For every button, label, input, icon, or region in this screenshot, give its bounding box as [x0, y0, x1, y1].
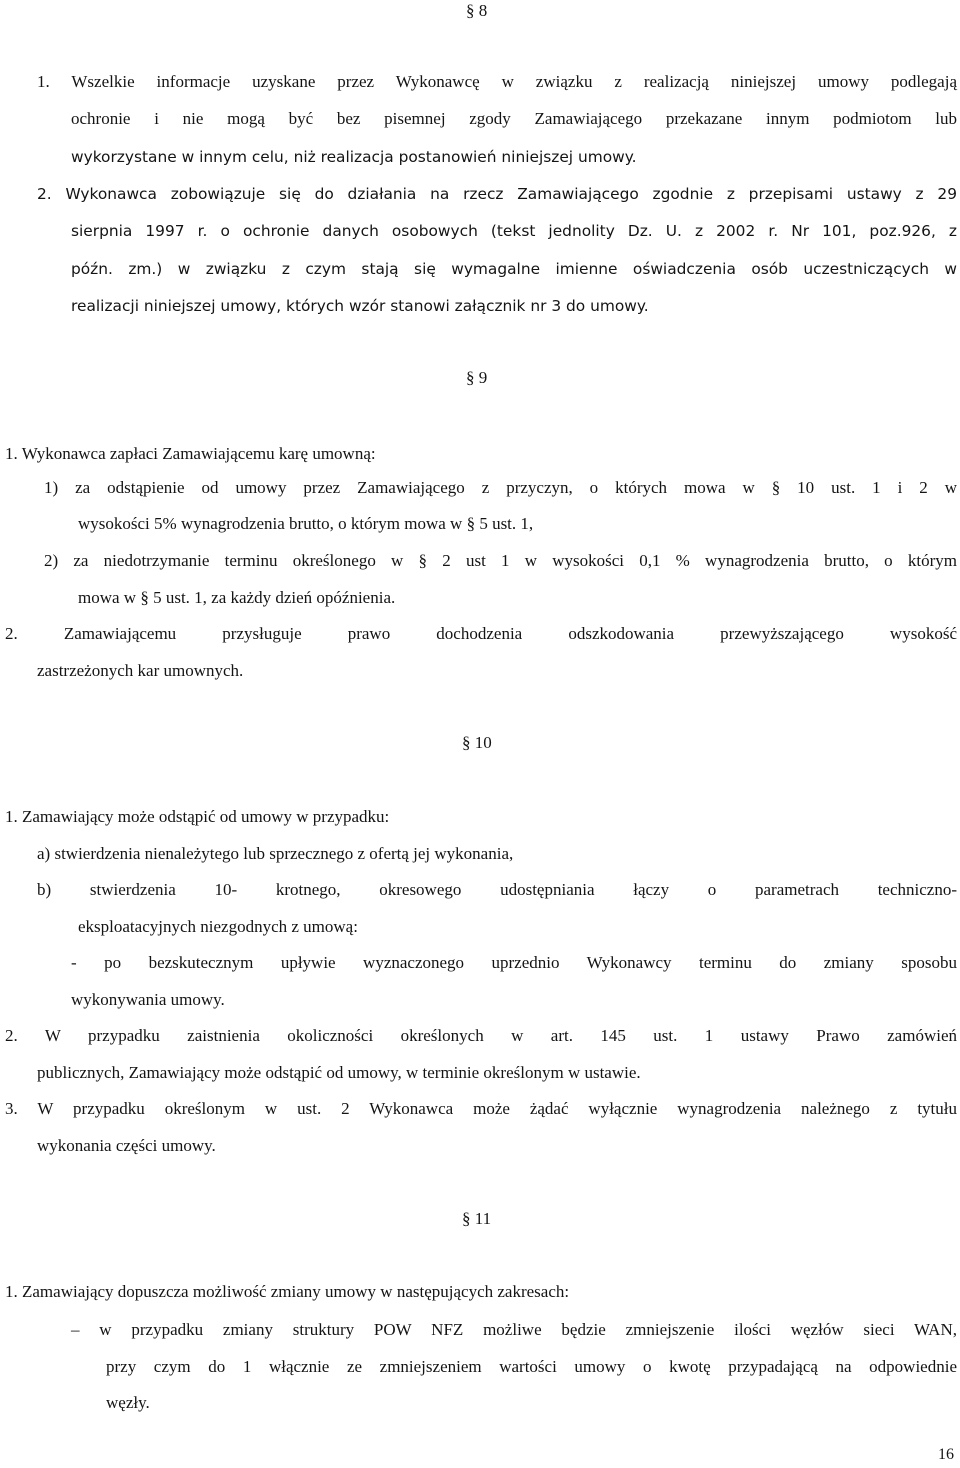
section-heading-9: § 9	[466, 368, 488, 387]
paragraph-line: zastrzeżonych kar umownych.	[37, 661, 244, 680]
paragraph-line: 2. Wykonawca zobowiązuje się do działania na rzecz Zamawiającego zgodnie z przepisami ustawy z 29	[37, 185, 957, 203]
paragraph-line: 1. Zamawiający może odstąpić od umowy w przypadku:	[5, 807, 390, 826]
paragraph-line: węzły.	[106, 1393, 150, 1412]
paragraph-line: wykonywania umowy.	[71, 990, 225, 1009]
section-heading-8: § 8	[466, 1, 488, 20]
paragraph-line: przy czym do 1 włącznie ze zmniejszeniem wartości umowy o kwotę przypadającą na odpowiednie	[106, 1357, 957, 1376]
paragraph-line: późn. zm.) w związku z czym stają się wymagalne imienne oświadczenia osób uczestniczących w	[71, 260, 957, 278]
paragraph-line: 2. W przypadku zaistnienia okoliczności określonych w art. 145 ust. 1 ustawy Prawo zamówień	[5, 1026, 957, 1045]
paragraph-line: 1) za odstąpienie od umowy przez Zamawiającego z przyczyn, o których mowa w § 10 ust. 1 i 2 w	[44, 478, 957, 497]
paragraph-line: wykorzystane w innym celu, niż realizacja postanowień niniejszej umowy.	[71, 148, 637, 166]
paragraph-line: ochronie i nie mogą być bez pisemnej zgody Zamawiającego przekazane innym podmiotom lub	[71, 109, 957, 128]
paragraph-line: wysokości 5% wynagrodzenia brutto, o którym mowa w § 5 ust. 1,	[78, 514, 534, 533]
paragraph-line: 2. Zamawiającemu przysługuje prawo dochodzenia odszkodowania przewyższającego wysokość	[5, 624, 957, 643]
paragraph-line: - po bezskutecznym upływie wyznaczonego uprzednio Wykonawcy terminu do zmiany sposobu	[71, 953, 957, 972]
paragraph-line: sierpnia 1997 r. o ochronie danych osobowych (tekst jednolity Dz. U. z 2002 r. Nr 101, poz.926, z	[71, 222, 957, 240]
paragraph-line: wykonania części umowy.	[37, 1136, 216, 1155]
paragraph-line: – w przypadku zmiany struktury POW NFZ możliwe będzie zmniejszenie ilości węzłów sieci WAN,	[71, 1320, 957, 1339]
paragraph-line: mowa w § 5 ust. 1, za każdy dzień opóźnienia.	[78, 588, 396, 607]
paragraph-line: realizacji niniejszej umowy, których wzór stanowi załącznik nr 3 do umowy.	[71, 297, 649, 315]
paragraph-line: b) stwierdzenia 10- krotnego, okresowego udostępniania łączy o parametrach techniczno-	[37, 880, 957, 899]
paragraph-line: 3. W przypadku określonym w ust. 2 Wykonawca może żądać wyłącznie wynagrodzenia należnego z tytułu	[5, 1099, 957, 1118]
section-heading-11: § 11	[462, 1209, 492, 1228]
section-heading-10: § 10	[462, 733, 492, 752]
page-number: 16	[938, 1446, 954, 1463]
paragraph-line: publicznych, Zamawiający może odstąpić od umowy, w terminie określonym w ustawie.	[37, 1063, 641, 1082]
paragraph-line: eksploatacyjnych niezgodnych z umową:	[78, 917, 358, 936]
paragraph-line: 1. Zamawiający dopuszcza możliwość zmiany umowy w następujących zakresach:	[5, 1282, 570, 1301]
paragraph-line: 1. Wykonawca zapłaci Zamawiającemu karę umowną:	[5, 444, 376, 463]
paragraph-line: a) stwierdzenia nienależytego lub sprzecznego z ofertą jej wykonania,	[37, 844, 514, 863]
paragraph-line: 2) za niedotrzymanie terminu określonego w § 2 ust 1 w wysokości 0,1 % wynagrodzenia brutto, o którym	[44, 551, 957, 570]
paragraph-line: 1. Wszelkie informacje uzyskane przez Wykonawcę w związku z realizacją niniejszej umowy podlegają	[37, 72, 957, 91]
